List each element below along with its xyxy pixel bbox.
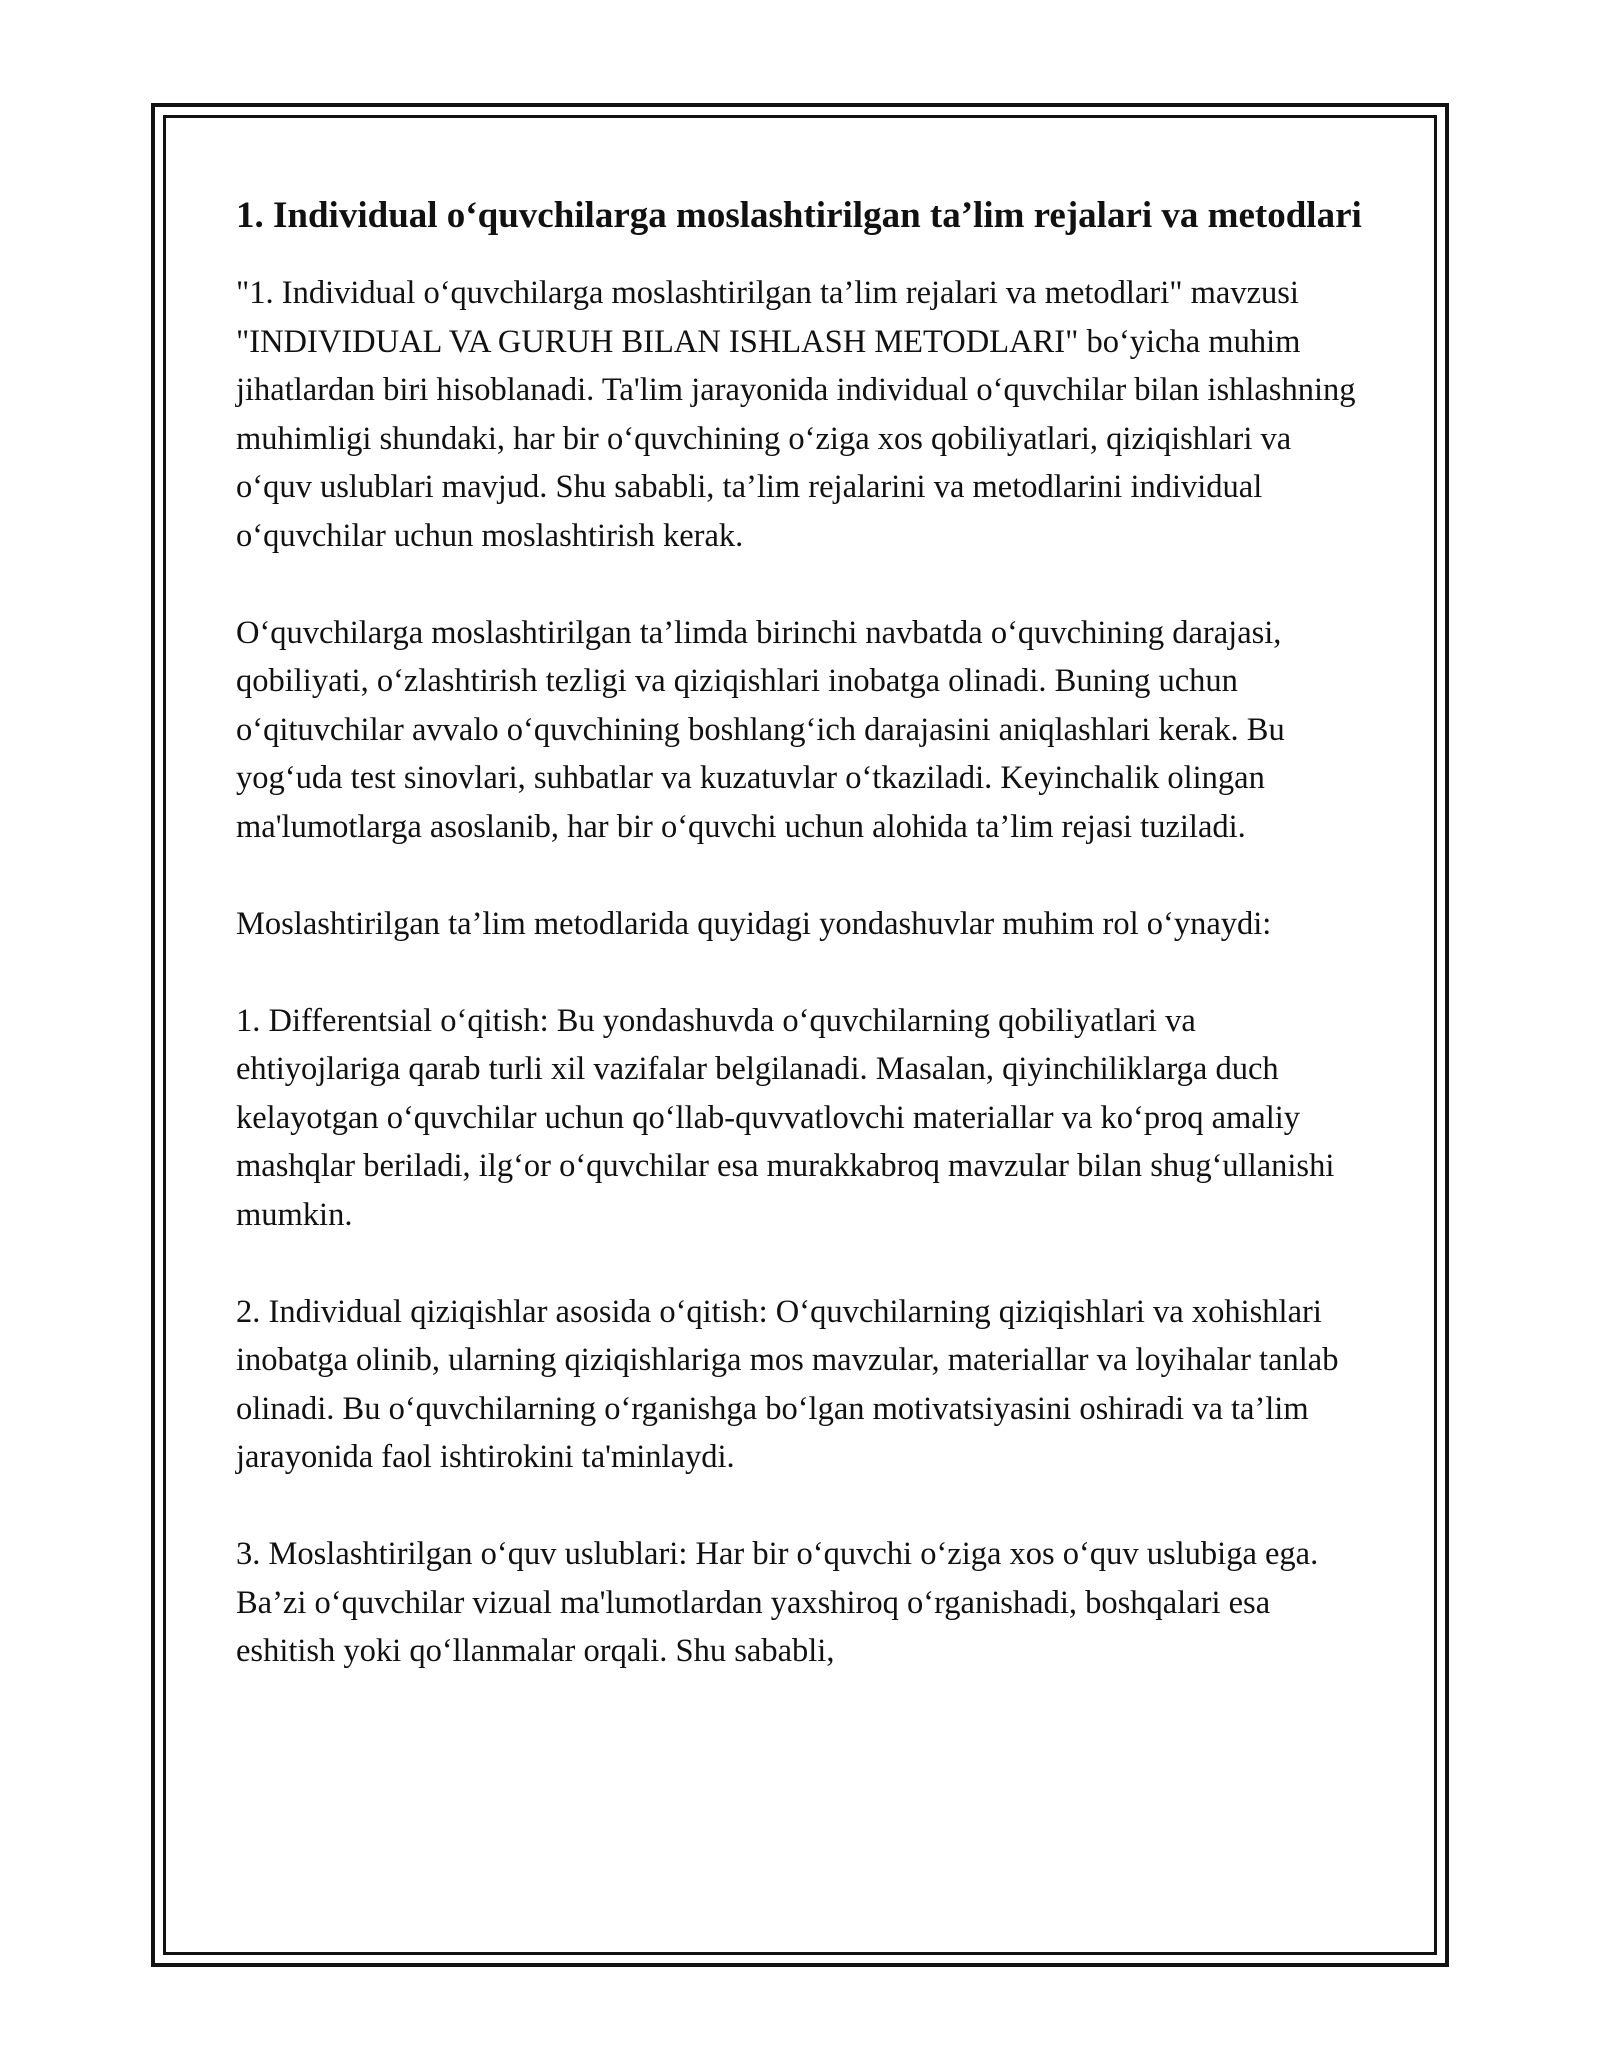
document-body — [236, 188, 1366, 1676]
list-item-differentiated: 1. Differentsial o‘qitish: Bu yondashuvda o‘quvchilarning qobiliyatlari va ehtiyojlariga qarab turli xil vazifalar belgilanadi. Masalan, qiyinchiliklarga duch kelayotgan o‘quvchilar uchun qo‘llab-quvvatlovchi materiallar va ko‘proq amaliy mashqlar beriladi, ilg‘or o‘quvchilar esa murakkabroq mavzular bilan shug‘ullanishi mumkin. — [236, 1002, 1335, 1233]
list-item-learning-styles: 3. Moslashtirilgan o‘quv uslublari: Har bir o‘quvchi o‘ziga xos o‘quv uslubiga ega. Ba’zi o‘quvchilar vizual ma'lumotlardan yaxshiroq o‘rganishadi, boshqalari esa eshitish yoki qo‘llanmalar orqali. Shu sababli, — [236, 1536, 1319, 1669]
paragraph-approaches-lead: Moslashtirilgan ta’lim metodlarida quyidagi yondashuvlar muhim rol o‘ynaydi: — [236, 905, 1272, 942]
paragraph-assessment: O‘quvchilarga moslashtirilgan ta’limda birinchi navbatda o‘quvchining darajasi, qobiliyati, o‘zlashtirish tezligi va qiziqishlari inobatga olinadi. Buning uchun o‘qituvchilar avvalo o‘quvchining boshlang‘ich darajasini aniqlashlari kerak. Bu yog‘uda test sinovlari, suhbatlar va kuzatuvlar o‘tkaziladi. Keyinchalik olingan ma'lumotlarga asoslanib, har bir o‘quvchi uchun alohida ta’lim rejasi tuziladi. — [236, 614, 1285, 845]
list-item-interests: 2. Individual qiziqishlar asosida o‘qitish: O‘quvchilarning qiziqishlari va xohishlari inobatga olinib, ularning qiziqishlariga mos mavzular, materiallar va loyihalar tanlab olinadi. Bu o‘quvchilarning o‘rganishga bo‘lgan motivatsiyasini oshiradi va ta’lim jarayonida faol ishtirokini ta'minlaydi. — [236, 1293, 1339, 1475]
section-heading: 1. Individual o‘quvchilarga moslashtirilgan ta’lim rejalari va metodlari — [236, 195, 1362, 236]
paragraph-intro: "1. Individual o‘quvchilarga moslashtirilgan ta’lim rejalari va metodlari" mavzusi "INDIVIDUAL VA GURUH BILAN ISHLASH METODLARI" bo‘yicha muhim jihatlardan biri hisoblanadi. Ta'lim jarayonida individual o‘quvchilar bilan ishlashning muhimligi shundaki, har bir o‘quvchining o‘ziga xos qobiliyatlari, qiziqishlari va o‘quv uslublari mavjud. Shu sababli, ta’lim rejalarini va metodlarini individual o‘quvchilar uchun moslashtirish kerak. — [236, 275, 1356, 554]
